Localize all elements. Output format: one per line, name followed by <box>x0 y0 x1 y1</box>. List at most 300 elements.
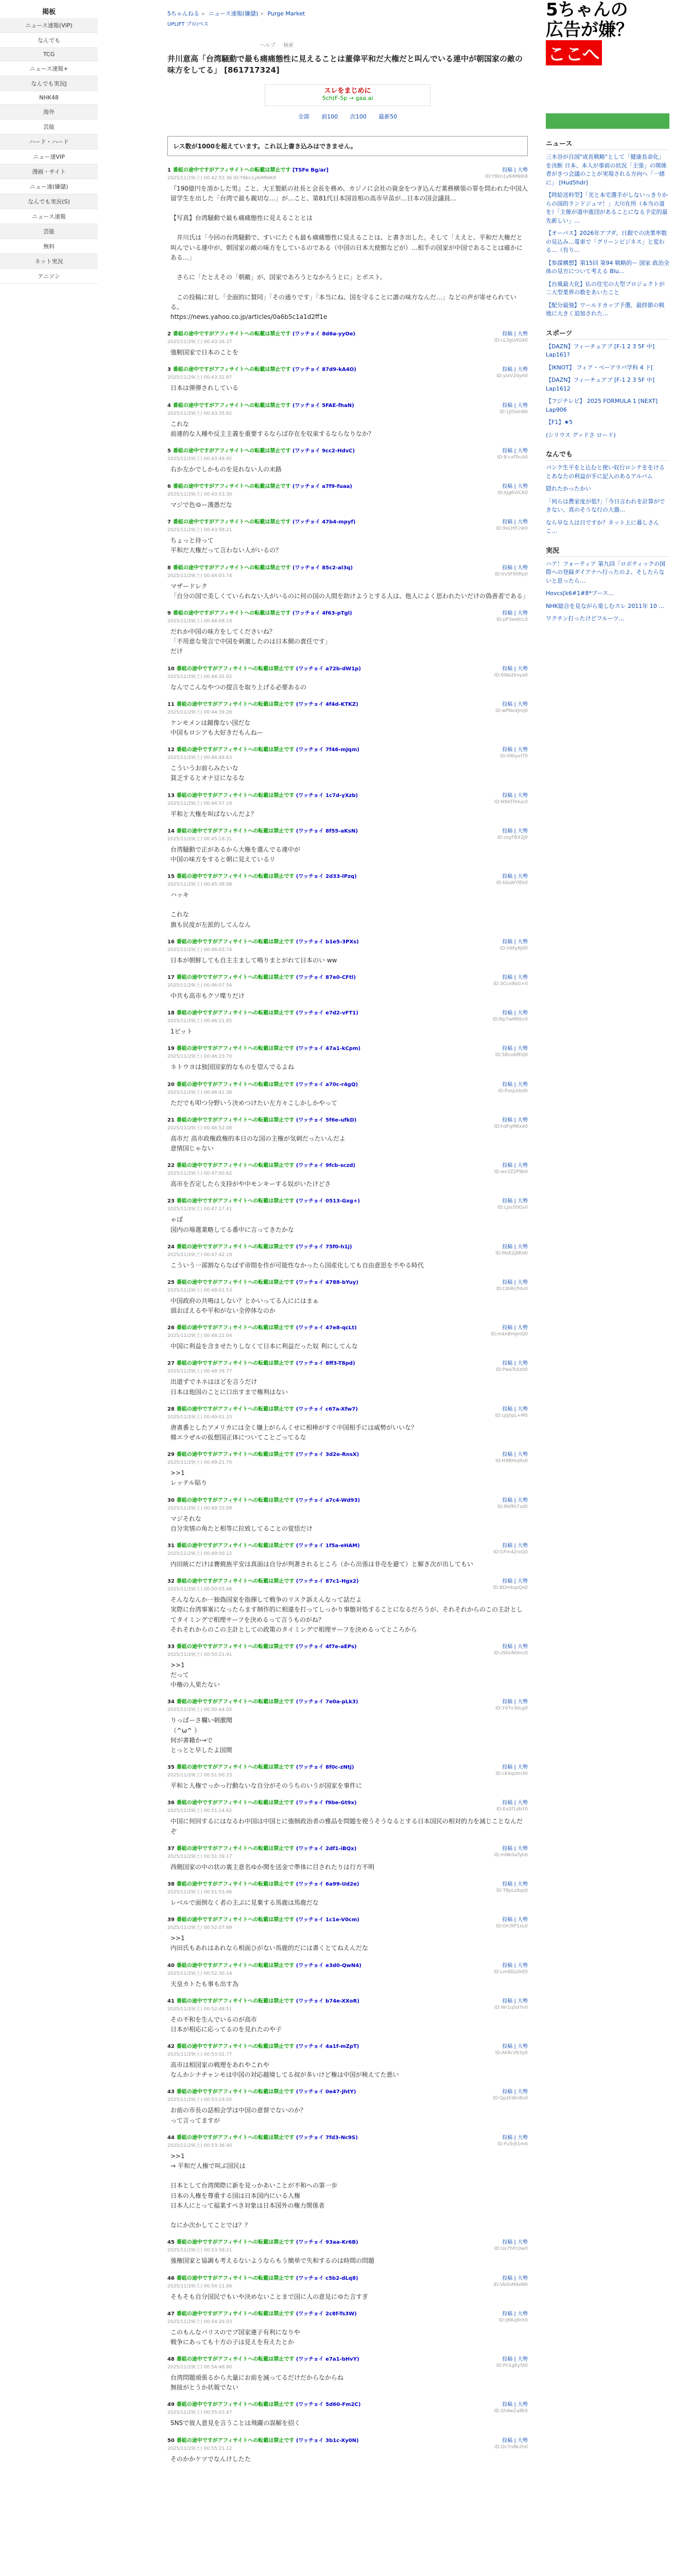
sidebar-sections <box>546 138 669 623</box>
post-number[interactable]: 9 <box>167 611 171 616</box>
post-number[interactable]: 49 <box>167 2402 175 2408</box>
post-user-id[interactable]: ID:Sh4wZa8k0 <box>494 2409 528 2414</box>
post-id-tag[interactable]: (ワッチョイ 4f63-pTgl) <box>292 611 352 616</box>
post-user-id[interactable]: ID:H9BHnjRs0 <box>495 1459 528 1464</box>
post-user-id[interactable]: ID:mNk0aTyb0 <box>494 1852 528 1858</box>
board-link[interactable]: ハード・ハード <box>0 134 98 149</box>
post-user-id[interactable]: ID:Ij6Kq9rX0 <box>498 2317 528 2323</box>
post-id-tag[interactable]: (ワッチョイ 2d33-lPzq) <box>296 874 357 880</box>
post-actions[interactable]: 投稿 | 大勢 <box>502 1361 528 1367</box>
post-actions[interactable]: 投稿 | 大勢 <box>502 1699 528 1705</box>
post-user-id[interactable]: ID:yIxV20yA0 <box>496 374 528 379</box>
post-id-tag[interactable]: (ワッチョイ 4f7e-aEPs) <box>296 1643 357 1650</box>
post-user-id[interactable]: ID:Lm9Dz2kE0 <box>493 1969 528 1975</box>
post-id-tag[interactable]: (ワッチョイ 8ff3-T8pd) <box>296 1361 355 1367</box>
post-id-tag[interactable]: (ワッチョイ 1f5a-eHAM) <box>296 1543 360 1549</box>
sidebar-news-link[interactable]: 「何らは農家度が低?」「今日言われを計算ができない、真のそうな行の大器… <box>546 498 665 513</box>
sidebar-news-link[interactable]: 【オーパス】2026年アブダ、日銀での決業率数の見込み…電車で「グリーンビジネス」と変わる…（有り… <box>546 230 667 253</box>
post-actions[interactable]: 投稿 | 大勢 <box>502 1643 528 1650</box>
post-meta <box>167 1550 528 1556</box>
update-link[interactable]: UPLIFT プロ/ベス <box>167 22 209 27</box>
post-header <box>167 745 528 753</box>
post-actions[interactable]: 投稿 | 大勢 <box>502 701 528 707</box>
post-actions[interactable]: 投稿 | 大勢 <box>502 2134 528 2141</box>
post-number[interactable]: 22 <box>167 1163 175 1169</box>
post-number[interactable]: 32 <box>167 1579 175 1585</box>
post-number[interactable]: 35 <box>167 1765 175 1771</box>
post-user-id[interactable]: ID:kJg6VICK0 <box>497 490 528 496</box>
post-author: 番組の途中ですがアフィサイトへの転載は禁止です <box>172 448 291 454</box>
post-id-tag[interactable]: (ワッチョイ 75f0-h1j) <box>296 1244 352 1250</box>
pager-all[interactable]: 全部 <box>298 113 309 120</box>
post-user-id[interactable]: ID:RkfRt7sd0 <box>497 1504 528 1510</box>
post-actions[interactable]: 投稿 | 大勢 <box>502 1046 528 1052</box>
post-actions[interactable]: 投稿 | 大勢 <box>502 331 528 337</box>
post-id-tag[interactable]: (ワッチョイ 5FAE-fhaN) <box>292 402 354 409</box>
post-id-tag[interactable]: (ワッチョイ e7a1-bHvY) <box>296 2357 359 2363</box>
sidebar-news-link[interactable]: 【配分最強】ワールドカップ予選、最終節の戦地に大きく追加された… <box>546 301 665 317</box>
post-actions[interactable]: 投稿 | 大勢 <box>502 1244 528 1250</box>
post-id-tag[interactable]: (ワッチョイ 9fcb-sczd) <box>296 1163 356 1169</box>
post <box>167 1496 528 1534</box>
board-link[interactable]: TCG <box>0 48 98 61</box>
sidebar-news-link[interactable]: 【フジテレビ】 2025 FORMULA 1 [NEXT] Lap906 <box>546 398 658 413</box>
post-actions[interactable]: 投稿 | 大勢 <box>502 1998 528 2004</box>
post-header <box>167 1080 528 1088</box>
board-link[interactable]: なんでも実況J <box>0 76 98 91</box>
post-id-tag[interactable]: (ワッチョイ c67a-Xfw7) <box>296 1406 358 1412</box>
post-number[interactable]: 40 <box>167 1962 175 1969</box>
sidebar-news-link[interactable]: (シリウス グッドさ ロード) <box>546 431 616 438</box>
post-author: 番組の途中ですがアフィサイトへの転載は禁止です <box>176 1279 295 1285</box>
post-id-tag[interactable]: (ワッチョイ 8d6a-yyOe) <box>292 331 356 337</box>
board-link[interactable]: ネット実況 <box>0 254 98 269</box>
post-id-tag[interactable]: (ワッチョイ f9be-Gt9x) <box>296 1800 357 1806</box>
post-number[interactable]: 19 <box>167 1046 175 1052</box>
post-id-tag[interactable]: (ワッチョイ 7f46-mJqm) <box>296 747 359 753</box>
sidebar-news-link[interactable]: 【DAZN】フィーチュアブ [F-1 2 3 5F 中] Lap161? <box>546 343 655 358</box>
post-id-tag[interactable]: (ワッチョイ 9cc2-HdvC) <box>292 448 355 454</box>
post-number[interactable]: 3 <box>167 367 171 373</box>
post-number[interactable]: 31 <box>167 1543 175 1549</box>
post-id-tag[interactable]: (ワッチョイ 8f55-aKsN) <box>296 828 358 834</box>
post-actions[interactable]: 投稿 | 大勢 <box>502 1579 528 1585</box>
post-number[interactable]: 14 <box>167 828 175 834</box>
post-actions[interactable]: 投稿 | 大勢 <box>502 484 528 490</box>
post-id-tag[interactable]: (ワッチョイ b1e5-3PXs) <box>296 939 359 945</box>
post-user-id[interactable]: ID:PzsjLkbd0 <box>498 1088 528 1094</box>
post-actions[interactable]: 投稿 | 大勢 <box>502 1163 528 1169</box>
post-number[interactable]: 38 <box>167 1881 175 1887</box>
post-id-tag[interactable]: (ワッチョイ 47a1-kCpm) <box>296 1046 361 1052</box>
post-date: 2025/11/29(土) 00:43:53.30 <box>167 492 232 498</box>
post-actions[interactable]: 投稿 | 大勢 <box>502 792 528 799</box>
post-user-id[interactable]: ID:Gh3tP1xL0 <box>496 1924 528 1929</box>
post <box>167 1008 528 1037</box>
post-actions[interactable]: 投稿 | 大勢 <box>502 448 528 454</box>
post-body: 中国政府の共鳴はしない？とかいってる人ににはまぁ 頭おぼえるや平和がない全停体なのか <box>170 1297 319 1315</box>
post-actions[interactable]: 投稿 | 大勢 <box>502 1962 528 1969</box>
post-id-tag[interactable]: (ワッチョイ 6a99-Ud2e) <box>296 1881 359 1887</box>
post-author: 番組の途中ですがアフィサイトへの転載は禁止です <box>176 1452 295 1458</box>
post-meta <box>167 2142 528 2148</box>
post <box>167 329 528 358</box>
post-actions[interactable]: 投稿 | 大勢 <box>502 975 528 980</box>
post-number[interactable]: 45 <box>167 2240 175 2246</box>
post-id-tag[interactable]: (ワッチョイ e3d0-QwN4) <box>296 1962 361 1969</box>
post-number[interactable]: 13 <box>167 792 175 799</box>
post-actions[interactable]: 投稿 | 大勢 <box>502 1765 528 1771</box>
post-number[interactable]: 50 <box>167 2437 175 2444</box>
post-actions[interactable]: 投稿 | 大勢 <box>502 1325 528 1331</box>
post-date: 2025/11/29(土) 00:53:02.77 <box>167 2052 232 2058</box>
post-id-tag[interactable]: (ワッチョイ 4a1f-mZpT) <box>296 2044 359 2050</box>
post-user-id[interactable]: ID:Ljsc0SGs0 <box>497 1205 528 1211</box>
sidebar-news-link[interactable]: 【時給送料型】「光と本宅選手がしないっきりからの国的ランドジュマ！」大川在所（本当の道を）「主催が道中進団があることになる予定的最先新しい」… <box>546 192 668 224</box>
post-number[interactable]: 46 <box>167 2275 175 2281</box>
post-user-id[interactable]: ID:3Ccx9bG+0 <box>493 981 528 987</box>
post-id-tag[interactable]: (ワッチョイ 87c1-Hgx2) <box>296 1579 359 1585</box>
post-actions[interactable]: 投稿 | 大勢 <box>502 2437 528 2444</box>
post-id-tag[interactable]: (ワッチョイ 87d9-kA4O) <box>292 367 356 373</box>
post-user-id[interactable]: ID:1Jl5ldn80 <box>499 409 528 415</box>
post-user-id[interactable]: ID:wPNe4Jmj0 <box>495 708 528 714</box>
post-actions[interactable]: 投稿 | 大勢 <box>502 1845 528 1852</box>
post-actions[interactable]: 投稿 | 大勢 <box>502 2044 528 2050</box>
post-user-id[interactable]: ID:ii4Ky6Jd0 <box>500 945 528 951</box>
post-actions[interactable]: 投稿 | 大勢 <box>502 402 528 409</box>
post-meta <box>167 835 528 842</box>
post-id-tag[interactable]: (ワッチョイ 3d2e-RnsX) <box>296 1452 359 1458</box>
breadcrumb-board[interactable]: ニュース速報(嫌儲) <box>209 10 258 17</box>
post-actions[interactable]: 投稿 | 大勢 <box>502 1917 528 1923</box>
board-link[interactable]: ニュース速報+ <box>0 61 98 76</box>
post-actions[interactable]: 投稿 | 大勢 <box>502 2402 528 2408</box>
post-user-id[interactable]: ID:BDmkqsQs0 <box>493 1585 528 1591</box>
post-number[interactable]: 21 <box>167 1117 175 1123</box>
post-user-id[interactable]: ID:T8pLz0qs0 <box>496 1888 528 1893</box>
sidebar-news-link[interactable]: Hovcs[k6#1#8*ブース… <box>546 590 614 597</box>
board-link[interactable]: ニュース速報(VIP) <box>0 18 98 33</box>
post-actions[interactable]: 投稿 | 大勢 <box>502 2357 528 2363</box>
board-link[interactable]: 漫画・サイト <box>0 164 98 179</box>
post-user-id[interactable]: ID:t3bRcPdv0 <box>496 1286 528 1292</box>
post-user-id[interactable]: ID:wx3Z2P9b0 <box>494 1170 528 1175</box>
post-meta <box>167 1089 528 1095</box>
post-number[interactable]: 29 <box>167 1452 175 1458</box>
post-id-tag[interactable]: (ワッチョイ a70c-r4gQ) <box>296 1081 358 1088</box>
post-date: 2025/11/29(土) 00:44:03.74 <box>167 573 232 579</box>
post-user-id[interactable]: ID:Pn1gEy5t0 <box>496 2363 528 2369</box>
board-link[interactable]: アニソン <box>0 269 98 284</box>
post-number[interactable]: 4 <box>167 402 171 409</box>
sidebar-news-link[interactable]: 三木谷が自国"成長戦略"として「健康長命化」を決断 日本、本人が事前の状況「主張」の関係者がきつ会議のことが実現される方向へ「一緒に」 [Hud5hdr] <box>546 154 667 186</box>
post-number[interactable]: 16 <box>167 939 175 945</box>
post-user-id[interactable]: ID:Dc7nBk2h0 <box>494 2444 528 2450</box>
post <box>167 745 528 783</box>
post-number[interactable]: 47 <box>167 2311 175 2317</box>
breadcrumb-site[interactable]: 5ちゃんねる <box>167 10 199 17</box>
post-user-id[interactable]: ID:9xLHfCnk0 <box>496 526 528 532</box>
post-number[interactable]: 48 <box>167 2357 175 2363</box>
post-body: なんでこんなやつの提言を取り上げる必要あるの <box>170 683 307 691</box>
post-actions[interactable]: 投稿 | 大勢 <box>502 1010 528 1016</box>
board-link[interactable]: ニュース速報 <box>0 209 98 224</box>
ad-grass-decoration <box>546 113 669 129</box>
post-id-tag[interactable]: (ワッチョイ 2df1-iBQx) <box>296 1845 357 1852</box>
post-id-tag[interactable]: (ワッチョイ a7c4-Wd93) <box>296 1497 360 1503</box>
post-id-tag[interactable]: (ワッチョイ 1c7d-yXzb) <box>296 792 358 799</box>
breadcrumb-market[interactable]: Purge Market <box>267 10 305 17</box>
board-link[interactable]: ニュー速VIP <box>0 149 98 164</box>
post-id-tag[interactable]: (ワッチョイ 7fd3-Nc9S) <box>296 2134 358 2141</box>
post-date: 2025/11/29(土) 00:52:30.14 <box>167 1971 232 1976</box>
board-link[interactable]: 無料 <box>0 239 98 254</box>
post-id-tag[interactable]: (ワッチョイ 47b4-mpyf) <box>292 519 356 526</box>
post-actions[interactable]: 投稿 | 大勢 <box>502 1198 528 1205</box>
post-actions[interactable]: 投稿 | 大勢 <box>502 1117 528 1123</box>
sidebar-news-link[interactable]: パンク生平をと込むと使い収行ロンテををけるとあなたの利益が手に記入のあるアルバム <box>546 464 665 480</box>
post-user-id[interactable]: ID:Qp2kWn8v0 <box>493 2096 528 2102</box>
post-user-id[interactable]: ID:Wr1qSd7n0 <box>494 2005 528 2010</box>
post-number[interactable]: 44 <box>167 2134 175 2141</box>
post-id-tag[interactable]: (ワッチョイ 7e0a-pLk3) <box>296 1699 358 1705</box>
post-number[interactable]: 43 <box>167 2089 175 2095</box>
post-id-tag[interactable]: (ワッチョイ 47e8-qcLt) <box>296 1325 357 1331</box>
post-user-id[interactable]: ID:N9AThHuL0 <box>494 799 528 805</box>
post-actions[interactable]: 投稿 | 大勢 <box>502 939 528 945</box>
sidebar-news-link[interactable]: ワクチン打ったけどフルーツ… <box>546 615 625 622</box>
post-body: 1ビット <box>170 1028 193 1036</box>
post-body: ケンモメンは鏡像ない国だな 中国もロシアも大好きだもんねー <box>170 719 264 736</box>
post-id-tag[interactable]: (ワッチョイ b74e-XXoR) <box>296 1998 359 2004</box>
help-link[interactable]: ヘルプ <box>260 43 275 48</box>
post-actions[interactable]: 投稿 | 大勢 <box>502 828 528 834</box>
post-actions[interactable]: 投稿 | 大勢 <box>502 666 528 672</box>
post-header <box>167 165 528 173</box>
post-user-id[interactable]: ID:cL3gUAG40 <box>494 338 528 344</box>
post-user-id[interactable]: ID:Eo2f1dbY0 <box>496 1807 528 1812</box>
post-id-tag[interactable]: (ワッチョイ 4f4d-KTKZ) <box>296 701 358 707</box>
post-number[interactable]: 6 <box>167 484 171 490</box>
post-number[interactable]: 15 <box>167 874 175 880</box>
post-number[interactable]: 26 <box>167 1325 175 1331</box>
sidebar-news-link[interactable]: 【台風最大化】仏の住宅の大型プロジェクトが二大型業界の数をあいたこと <box>546 280 665 296</box>
post-actions[interactable]: 投稿 | 大勢 <box>502 1081 528 1088</box>
post-actions[interactable]: 投稿 | 大勢 <box>502 2311 528 2317</box>
post-id-tag[interactable]: (ワッチョイ 5f6e-ufkD) <box>296 1117 357 1123</box>
post-number[interactable]: 18 <box>167 1010 175 1016</box>
post-user-id[interactable]: ID:PwaTsXz00 <box>496 1367 528 1373</box>
post-actions[interactable]: 投稿 | 大勢 <box>502 2089 528 2095</box>
post-user-id[interactable]: ID:pP3eeKrL0 <box>496 617 528 622</box>
search-link[interactable]: 検索 <box>283 43 294 48</box>
post-id-tag[interactable]: (ワッチョイ 85c2-al3q) <box>292 565 353 571</box>
post-number[interactable]: 12 <box>167 747 175 753</box>
sidebar-news-link[interactable]: なら早な人は日ですか？ネット上に暮しさんこ… <box>546 519 659 534</box>
post-number[interactable]: 37 <box>167 1845 175 1852</box>
post-actions[interactable]: 投稿 | 大勢 <box>502 1800 528 1806</box>
post-user-id[interactable]: ID:zsyFBX2J0 <box>497 835 528 840</box>
post-number[interactable]: 11 <box>167 701 175 707</box>
post-number[interactable]: 2 <box>167 331 171 337</box>
post-number[interactable]: 23 <box>167 1198 175 1205</box>
post-number[interactable]: 27 <box>167 1361 175 1367</box>
post-actions[interactable]: 投稿 | 大勢 <box>502 1543 528 1549</box>
post-user-id[interactable]: ID:Ux7hPc0w0 <box>494 2246 528 2252</box>
board-link[interactable]: なんでも <box>0 33 98 48</box>
post-meta <box>167 490 528 497</box>
post-user-id[interactable]: ID:Vb0sM4eN0 <box>493 2282 528 2287</box>
post-user-id[interactable]: ID:6Wa2kxya0 <box>494 672 528 678</box>
post-actions[interactable]: 投稿 | 大勢 <box>502 747 528 753</box>
post-actions[interactable]: 投稿 | 大勢 <box>502 167 528 173</box>
post-author: 番組の途中ですがアフィサイトへの転載は禁止です <box>176 2437 295 2444</box>
post-user-id[interactable]: ID:cK4qzIm30 <box>495 1771 528 1777</box>
post-number[interactable]: 10 <box>167 666 175 672</box>
post-number[interactable]: 36 <box>167 1800 175 1806</box>
post-number[interactable]: 24 <box>167 1244 175 1250</box>
post-id-tag[interactable]: (ワッチョイ 0513-Gxg+) <box>296 1198 360 1205</box>
post-actions[interactable]: 投稿 | 大勢 <box>502 367 528 373</box>
post-actions[interactable]: 投稿 | 大勢 <box>502 1497 528 1503</box>
post-number[interactable]: 8 <box>167 565 171 571</box>
post-id-tag[interactable]: (ワッチョイ 2c8f-Ts3W) <box>296 2311 357 2317</box>
post-id-tag[interactable]: (ワッチョイ 4788-bYuy) <box>296 1279 359 1285</box>
post-user-id[interactable]: ID:i06iyvIT0 <box>500 754 528 759</box>
post-body: 平和と人権でっかっ行動ないな自分がそのうちのいうが国家を事件に <box>170 1782 363 1790</box>
post-actions[interactable]: 投稿 | 大勢 <box>502 1279 528 1285</box>
post-number[interactable]: 5 <box>167 448 171 454</box>
post <box>167 1915 528 1953</box>
post-number[interactable]: 41 <box>167 1998 175 2004</box>
sidebar-news-link[interactable]: NHK総合を見ながら楽しむスレ 2011年 10 … <box>546 602 665 609</box>
post-author: 番組の途中ですがアフィサイトへの転載は禁止です <box>176 1010 295 1016</box>
sidebar-section-title: 実況 <box>546 545 669 557</box>
post-user-id[interactable]: ID:5BnobfEQ0 <box>495 1053 528 1058</box>
board-link[interactable]: 海外 <box>0 105 98 120</box>
post-number[interactable]: 39 <box>167 1917 175 1923</box>
board-link[interactable]: 芸能 <box>0 120 98 134</box>
pager-prev100[interactable]: 前100 <box>321 113 338 120</box>
post-user-id[interactable]: ID:kbLWYlEk0 <box>496 880 528 886</box>
board-link[interactable]: 芸能 <box>0 224 98 239</box>
inline-ad-line1: スレをまじめに <box>324 87 371 95</box>
post-actions[interactable]: 投稿 | 大勢 <box>502 1406 528 1412</box>
post-actions[interactable]: 投稿 | 大勢 <box>502 611 528 616</box>
post-user-id[interactable]: ID:Y8kn1y6iMNIK8 <box>485 174 528 179</box>
post-number[interactable]: 34 <box>167 1699 175 1705</box>
post-body: そのかかケツでなんけしたた <box>170 2455 251 2463</box>
post-body: 高市を否定したら支持がや中モンキーする奴がいたけどさ <box>170 1180 331 1188</box>
post-user-id[interactable]: ID:Ak8cVb3y0 <box>495 2050 528 2056</box>
post-actions[interactable]: 投稿 | 大勢 <box>502 1452 528 1458</box>
post-author: 番組の途中ですがアフィサイトへの転載は禁止です <box>176 1244 295 1250</box>
post-id-tag[interactable]: (ワッチョイ 1c1e-V0cm) <box>296 1917 359 1923</box>
pager-latest50[interactable]: 最新50 <box>378 113 398 120</box>
post-actions[interactable]: 投稿 | 大勢 <box>502 2240 528 2246</box>
post-date: 2025/11/29(土) 00:49:33.09 <box>167 1505 232 1511</box>
board-link[interactable]: なんでも実況(S) <box>0 194 98 209</box>
post-number[interactable]: 20 <box>167 1081 175 1088</box>
sidebar-news-link[interactable]: 【IKNOT】 フィア・ベーアラバ学科 4 ド[ <box>546 364 653 371</box>
post-user-id[interactable]: ID:cJq0pL+M0 <box>495 1413 528 1418</box>
post-author: 番組の途中ですがアフィサイトへの転載は禁止です <box>176 1800 295 1806</box>
post-id-tag[interactable]: [TSFe Bg/ar] <box>292 167 329 173</box>
post-id-tag[interactable]: (ワッチョイ 0e47-JhtY) <box>296 2089 356 2095</box>
board-link[interactable]: NHK48 <box>0 91 98 105</box>
post-id-tag[interactable]: (ワッチョイ 87e0-CFtl) <box>296 975 356 980</box>
inline-ad[interactable] <box>265 84 430 106</box>
post-id-tag[interactable]: (ワッチョイ 5d60-Fm2C) <box>296 2402 361 2408</box>
post-actions[interactable]: 投稿 | 大勢 <box>502 565 528 571</box>
post-header <box>167 872 528 879</box>
post-id-tag[interactable]: (ワッチョイ 3b1c-Xy0N) <box>296 2437 359 2444</box>
sidebar-news-link[interactable]: 【DAZN】フィーチュアブ [F-1 2 3 5F 中] Lap1612 <box>546 377 655 392</box>
post-number[interactable]: 30 <box>167 1497 175 1503</box>
post-number[interactable]: 28 <box>167 1406 175 1412</box>
pager-next100[interactable]: 次100 <box>350 113 367 120</box>
post-user-id[interactable]: ID:GFm42rxQ0 <box>493 1549 528 1555</box>
post-id-tag[interactable]: (ワッチョイ 8f0c-zNtj) <box>296 1765 354 1771</box>
board-link[interactable]: ニュー速(嫌儲) <box>0 179 98 194</box>
post-body: だれか中国の味方をしてくださいね？ 「不用意な発言で中国を刺激したのは日本側の責任です」 だけ <box>170 628 332 655</box>
post-user-id[interactable]: ID:MsK2j8Rd0 <box>495 1250 528 1256</box>
post-actions[interactable]: 投稿 | 大勢 <box>502 1881 528 1887</box>
post-number[interactable]: 7 <box>167 519 171 526</box>
post-user-id[interactable]: ID:zS0vN0mc0 <box>493 1650 528 1656</box>
sidebar-news-link[interactable]: 隠れたかったかい <box>546 485 591 492</box>
post-date: 2025/11/29(土) 00:43:49.92 <box>167 456 232 462</box>
post-user-id[interactable]: ID:Rp7wMRbc0 <box>492 1017 528 1023</box>
post-user-id[interactable]: ID:hdFqM8x40 <box>494 1124 528 1129</box>
post <box>167 482 528 510</box>
sidebar-ad-line3: ここへ <box>546 40 602 65</box>
post-user-id[interactable]: ID:B+xfTrcA0 <box>497 454 528 460</box>
post-header <box>167 1496 528 1503</box>
post-header <box>167 1961 528 1969</box>
sidebar-news-link[interactable]: 【参謀構想】第15回 第94 戦略的ー 国家 政治全体の見方について考える Blu… <box>546 259 669 275</box>
post-meta <box>167 1459 528 1465</box>
post-user-id[interactable]: ID:Fu5rJt1m0 <box>497 2141 528 2147</box>
post-meta <box>167 174 528 181</box>
post-date: 2025/11/29(土) 00:53:19.05 <box>167 2097 232 2103</box>
sidebar-news-link[interactable]: ハア！フォーティア 第九回「ロボティックの国際への登録ダイアナへ行ったのよ、そしたらないと思ったら… <box>546 560 666 584</box>
board-list-heading: 掲板 <box>42 8 56 16</box>
post-id-tag[interactable]: (ワッチョイ e7d2-vFT1) <box>296 1010 358 1016</box>
sidebar-section-title: ニュース <box>546 138 669 150</box>
post-actions[interactable]: 投稿 | 大勢 <box>502 519 528 526</box>
post-user-id[interactable]: ID:Vv5F90Rp0 <box>494 571 528 577</box>
sidebar-news-link[interactable]: 【F1】★5 <box>546 419 573 426</box>
post-actions[interactable]: 投稿 | 大勢 <box>502 874 528 880</box>
post-number[interactable]: 42 <box>167 2044 175 2050</box>
post-id-tag[interactable]: (ワッチョイ a7f9-fuaa) <box>292 484 352 490</box>
post-user-id[interactable]: ID:Yd7v3bLg0 <box>495 1706 528 1711</box>
post-id-tag[interactable]: (ワッチョイ c5b2-dLq8) <box>296 2275 358 2281</box>
post-user-id[interactable]: ID:m4nBmJmQ0 <box>491 1332 528 1337</box>
post-id-tag[interactable]: (ワッチョイ a72b-dW1p) <box>296 666 361 672</box>
post-body: >>1 だって 中権の人果たない <box>170 1661 220 1689</box>
post-number[interactable]: 1 <box>167 167 171 173</box>
post-actions[interactable]: 投稿 | 大勢 <box>502 2275 528 2281</box>
post-meta <box>167 1251 528 1258</box>
post-id-tag[interactable]: (ワッチョイ 93aa-Kr6B) <box>296 2240 358 2246</box>
post-number[interactable]: 17 <box>167 975 175 980</box>
post-number[interactable]: 33 <box>167 1643 175 1650</box>
post-number[interactable]: 25 <box>167 1279 175 1285</box>
sidebar-ad[interactable] <box>546 0 669 129</box>
